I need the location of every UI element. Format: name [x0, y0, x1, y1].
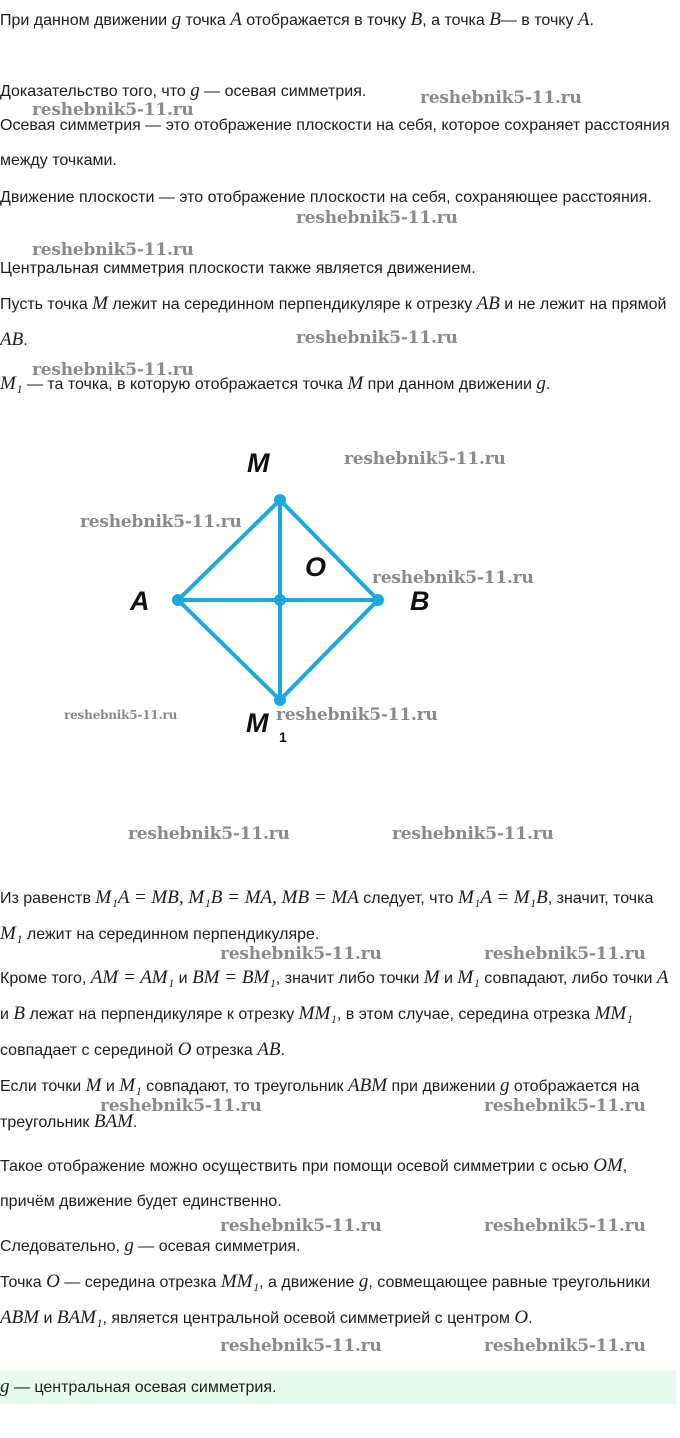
watermark: reshebnik5-11.ru — [420, 88, 582, 108]
label-M1-subscript: 1 — [279, 729, 287, 745]
answer-box — [0, 1370, 676, 1404]
watermark: reshebnik5-11.ru — [484, 1216, 646, 1236]
watermark: reshebnik5-11.ru — [100, 1096, 262, 1116]
point-A — [172, 594, 184, 606]
segment-BM1 — [280, 600, 378, 700]
point-O — [274, 594, 286, 606]
watermark: reshebnik5-11.ru — [32, 100, 194, 120]
watermark: reshebnik5-11.ru — [484, 944, 646, 964]
paragraph-9: Кроме того, AM = AM₁ и BM = BM₁, значит либо точки M и M₁ совпадают, либо точки A и B лежат на перпендикуляре к отрезку MM₁, в этом случае, середина отрезка MM₁ совпадает с серединой O отрезка AB. — [0, 967, 669, 1060]
point-B — [372, 594, 384, 606]
watermark: reshebnik5-11.ru — [32, 240, 194, 260]
paragraph-11: Такое отображение можно осуществить при помощи осевой симметрии с осью OM, причём движение будет единственно. — [0, 1155, 628, 1210]
watermark: reshebnik5-11.ru — [276, 705, 438, 725]
point-M — [274, 494, 286, 506]
label-B: B — [410, 586, 430, 616]
paragraph-2: Доказательство того, что g — осевая симметрия. — [0, 80, 367, 101]
watermark: reshebnik5-11.ru — [80, 512, 242, 532]
paragraph-6: Пусть точка M лежит на серединном перпендикуляре к отрезку AB и не лежит на прямой AB. — [0, 293, 667, 350]
paragraph-8: Из равенств M₁A = MB, M₁B = MA, MB = MA следует, что M₁A = M₁B, значит, точка M₁ лежит на серединном перпендикуляре. — [0, 887, 654, 944]
label-M: M — [247, 448, 270, 478]
watermark: reshebnik5-11.ru — [296, 328, 458, 348]
paragraph-1: При данном движении g точка A отображается в точку B, а точка B— в точку A. — [0, 9, 594, 30]
segment-AM1 — [178, 600, 280, 700]
segment-MB — [280, 500, 378, 600]
paragraph-5: Центральная симметрия плоскости также является движением. — [0, 260, 476, 277]
watermark: reshebnik5-11.ru — [32, 360, 194, 380]
watermark: reshebnik5-11.ru — [220, 944, 382, 964]
watermark: reshebnik5-11.ru — [372, 568, 534, 588]
paragraph-12: Следовательно, g — осевая симметрия. — [0, 1235, 301, 1256]
label-M1: M — [246, 708, 269, 738]
watermark: reshebnik5-11.ru — [128, 824, 290, 844]
watermark: reshebnik5-11.ru — [64, 708, 178, 722]
watermark: reshebnik5-11.ru — [484, 1096, 646, 1116]
paragraph-13: Точка O — середина отрезка MM₁, а движение g, совмещающее равные треугольники ABM и BAM₁, является центральной осевой симметрией с центром O. — [0, 1271, 651, 1328]
watermark: reshebnik5-11.ru — [220, 1216, 382, 1236]
label-O: O — [305, 552, 327, 582]
watermark: reshebnik5-11.ru — [296, 208, 458, 228]
label-A: A — [130, 586, 150, 616]
paragraph-10: Если точки M и M₁ совпадают, то треугольник ABM при движении g отображается на треугольник BAM. — [0, 1075, 640, 1132]
paragraph-4: Движение плоскости — это отображение плоскости на себя, сохраняющее расстояния. — [0, 189, 652, 206]
answer-text: g — центральная осевая симметрия. — [0, 1376, 277, 1397]
watermark: reshebnik5-11.ru — [484, 1336, 646, 1356]
paragraph-3: Осевая симметрия — это отображение плоскости на себя, которое сохраняет расстояния между точками. — [0, 117, 670, 169]
watermark: reshebnik5-11.ru — [344, 449, 506, 469]
watermark: reshebnik5-11.ru — [220, 1336, 382, 1356]
paragraph-7: M₁ — та точка, в которую отображается точка M при данном движении g. — [0, 373, 551, 394]
watermark: reshebnik5-11.ru — [392, 824, 554, 844]
